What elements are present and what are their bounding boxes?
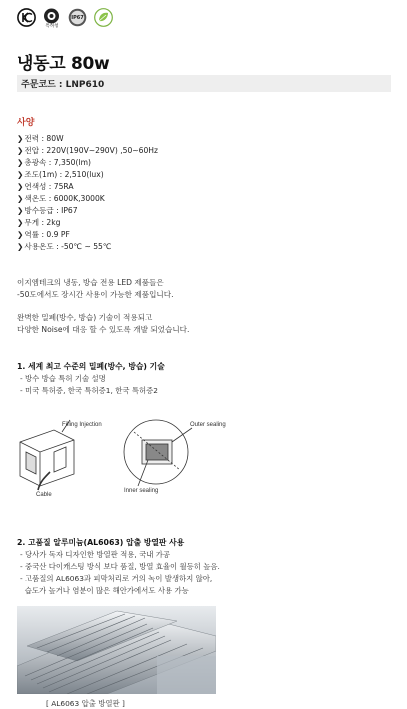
spec-heading: 사양 <box>17 118 35 128</box>
spec-item: ❯무게 : 2kg <box>17 218 61 227</box>
seal-mark-icon <box>42 8 61 27</box>
spec-item: ❯조도(1m) : 2,510(lux) <box>17 170 104 179</box>
section2-title: 2. 고품질 알루미늄(AL6063) 압출 방열판 사용 <box>17 538 185 547</box>
section2-bullet: 습도가 높거나 염분이 많은 해안가에서도 사용 가능 <box>20 586 189 595</box>
spec-item: ❯방수등급 : IP67 <box>17 206 78 215</box>
product-code-bar <box>17 75 391 92</box>
filling-injection-label: Filling Injection <box>62 422 102 428</box>
eco-leaf-icon <box>94 8 113 27</box>
inner-sealing-label: Inner sealing <box>124 488 159 494</box>
heatsink-caption: [ AL6063 압출 방열판 ] <box>46 699 125 708</box>
spec-item: ❯역률 : 0.9 PF <box>17 230 70 239</box>
spec-item: ❯전력 : 80W <box>17 134 64 143</box>
spec-item: ❯사용온도 : -50℃ ~ 55℃ <box>17 242 112 251</box>
intro-line: 완벽한 밀폐(방수, 방습) 기술이 적용되고 <box>17 313 153 322</box>
section2-bullet: - 당사가 독자 디자인한 방열판 적용, 국내 가공 <box>20 550 170 559</box>
section1-bullet: - 방수 방습 특허 기술 설명 <box>20 374 106 383</box>
spec-item: ❯연색성 : 75RA <box>17 182 74 191</box>
ip67-badge-icon <box>68 8 87 27</box>
spec-item: ❯전압 : 220V(190V~290V) ,50~60Hz <box>17 146 158 155</box>
section2-bullet: - 고품질의 AL6063과 피막처리로 거의 녹이 발생하지 않아, <box>20 574 213 583</box>
intro-line: 다양한 Noise에 대응 할 수 있도록 개발 되었습니다. <box>17 325 190 334</box>
cable-label: Cable <box>36 492 52 498</box>
outer-sealing-label: Outer sealing <box>190 422 226 428</box>
section2-bullet: - 중국산 다이캐스팅 방식 보다 품질, 방열 효율이 월등히 높음. <box>20 562 220 571</box>
intro-line: -50도에서도 장시간 사용이 가능한 제품입니다. <box>17 290 174 299</box>
product-code: 주문코드 : LNP610 <box>21 80 105 90</box>
section1-bullet: - 미국 특허증, 한국 특허증1, 한국 특허증2 <box>20 386 158 395</box>
heatsink-photo <box>17 606 216 694</box>
sealing-diagram <box>14 412 234 502</box>
seal-label: 특허청 <box>45 24 59 29</box>
spec-item: ❯총광속 : 7,350(lm) <box>17 158 91 167</box>
ip67-label: IP67 <box>71 14 84 21</box>
intro-line: 이지엠테크의 냉동, 방습 전용 LED 제품들은 <box>17 278 164 287</box>
section1-title: 1. 세계 최고 수준의 밀폐(방수, 방습) 기술 <box>17 362 165 371</box>
kc-mark-icon <box>17 8 36 27</box>
product-title: 냉동고 80w <box>17 54 110 74</box>
spec-item: ❯색온도 : 6000K,3000K <box>17 194 105 203</box>
